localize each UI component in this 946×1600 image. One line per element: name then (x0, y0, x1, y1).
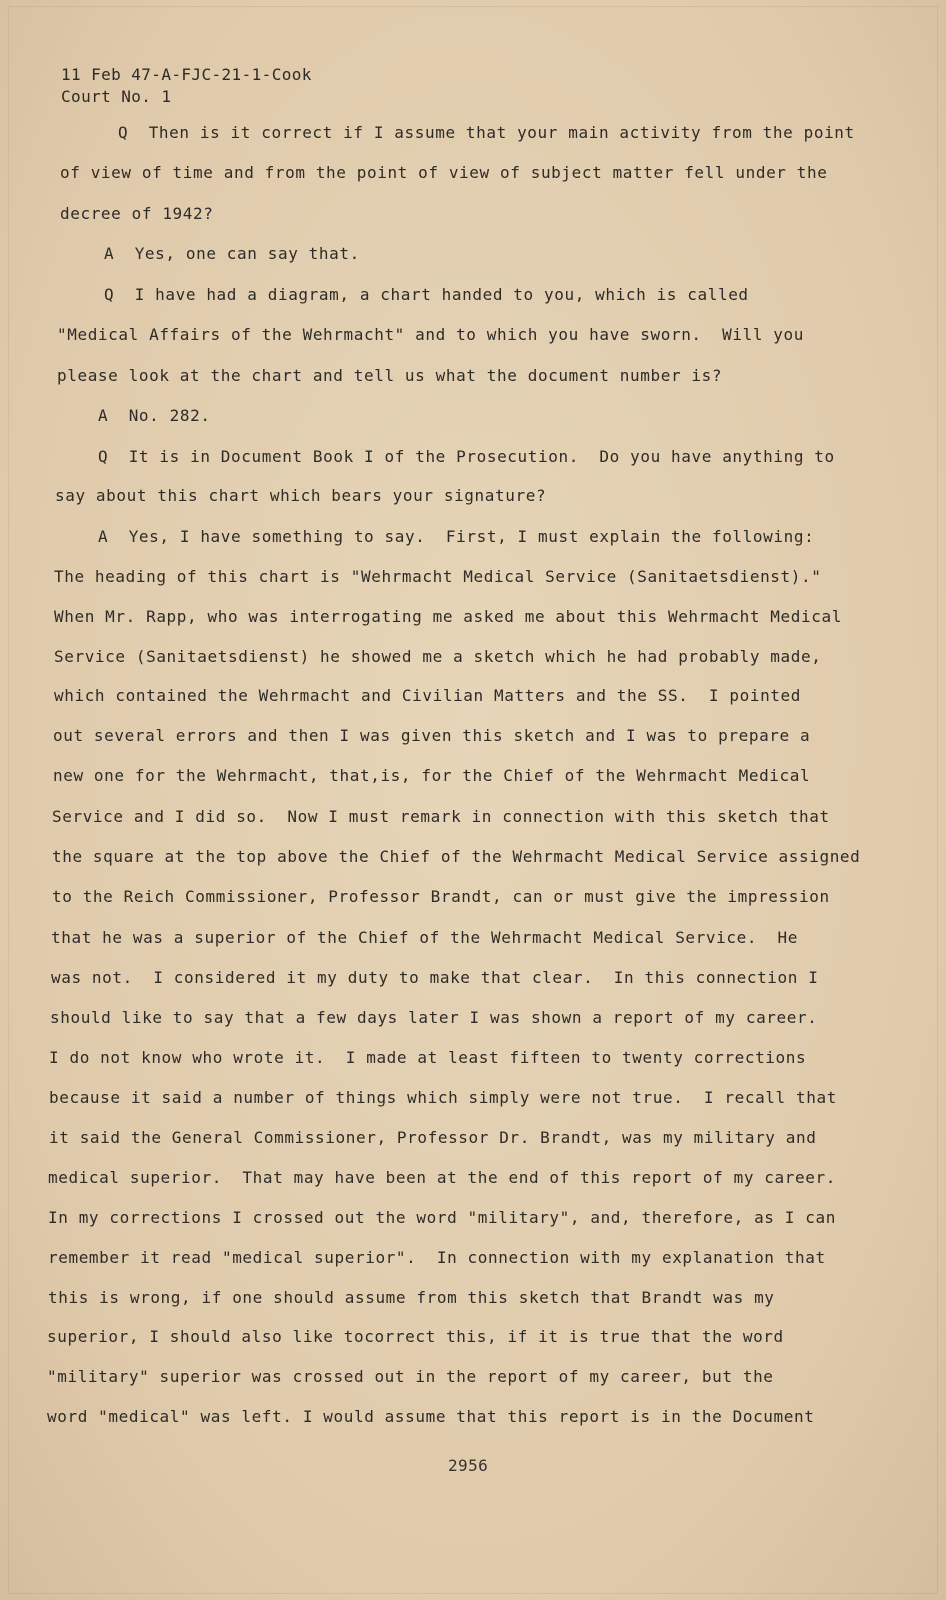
transcript-line: the square at the top above the Chief of the Wehrmacht Medical Service assigned (52, 847, 861, 866)
transcript-line: Q I have had a diagram, a chart handed to you, which is called (104, 285, 749, 304)
transcript-line: In my corrections I crossed out the word "military", and, therefore, as I can (48, 1208, 836, 1227)
transcript-line: of view of time and from the point of view of subject matter fell under the (60, 163, 828, 182)
transcript-line: A No. 282. (98, 406, 211, 425)
transcript-line: it said the General Commissioner, Professor Dr. Brandt, was my military and (49, 1128, 817, 1147)
transcript-line: Service and I did so. Now I must remark in connection with this sketch that (52, 807, 830, 826)
transcript-line: Q It is in Document Book I of the Prosecution. Do you have anything to (98, 447, 835, 466)
transcript-line: new one for the Wehrmacht, that,is, for the Chief of the Wehrmacht Medical (53, 766, 811, 785)
transcript-line: because it said a number of things which simply were not true. I recall that (49, 1088, 837, 1107)
transcript-line: "military" superior was crossed out in the report of my career, but the (47, 1367, 774, 1386)
transcript-line: A Yes, one can say that. (104, 244, 360, 263)
transcript-line: decree of 1942? (60, 204, 214, 223)
transcript-line: Q Then is it correct if I assume that your main activity from the point (118, 123, 855, 142)
page-number: 2956 (448, 1456, 489, 1475)
transcript-line: The heading of this chart is "Wehrmacht Medical Service (Sanitaetsdienst)." (54, 567, 822, 586)
transcript-line: which contained the Wehrmacht and Civilian Matters and the SS. I pointed (54, 686, 801, 705)
transcript-line: to the Reich Commissioner, Professor Brandt, can or must give the impression (52, 887, 830, 906)
transcript-line: "Medical Affairs of the Wehrmacht" and to which you have sworn. Will you (57, 325, 804, 344)
transcript-line: was not. I considered it my duty to make that clear. In this connection I (51, 968, 819, 987)
transcript-line: remember it read "medical superior". In connection with my explanation that (48, 1248, 826, 1267)
transcript-line: out several errors and then I was given this sketch and I was to prepare a (53, 726, 811, 745)
header-court: Court No. 1 (61, 87, 172, 106)
transcript-line: medical superior. That may have been at the end of this report of my career. (48, 1168, 836, 1187)
transcript-line: Service (Sanitaetsdienst) he showed me a sketch which he had probably made, (54, 647, 822, 666)
transcript-line: that he was a superior of the Chief of the Wehrmacht Medical Service. He (51, 928, 798, 947)
transcript-line: When Mr. Rapp, who was interrogating me asked me about this Wehrmacht Medical (54, 607, 842, 626)
transcript-line: this is wrong, if one should assume from this sketch that Brandt was my (48, 1288, 775, 1307)
transcript-line: A Yes, I have something to say. First, I must explain the following: (98, 527, 815, 546)
transcript-line: should like to say that a few days later I was shown a report of my career. (50, 1008, 818, 1027)
transcript-line: say about this chart which bears your signature? (55, 486, 547, 505)
transcript-line: I do not know who wrote it. I made at least fifteen to twenty corrections (49, 1048, 807, 1067)
transcript-line: superior, I should also like tocorrect this, if it is true that the word (47, 1327, 784, 1346)
transcript-line: please look at the chart and tell us what the document number is? (57, 366, 723, 385)
header-reference: 11 Feb 47-A-FJC-21-1-Cook (61, 65, 312, 84)
transcript-line: word "medical" was left. I would assume that this report is in the Document (47, 1407, 815, 1426)
